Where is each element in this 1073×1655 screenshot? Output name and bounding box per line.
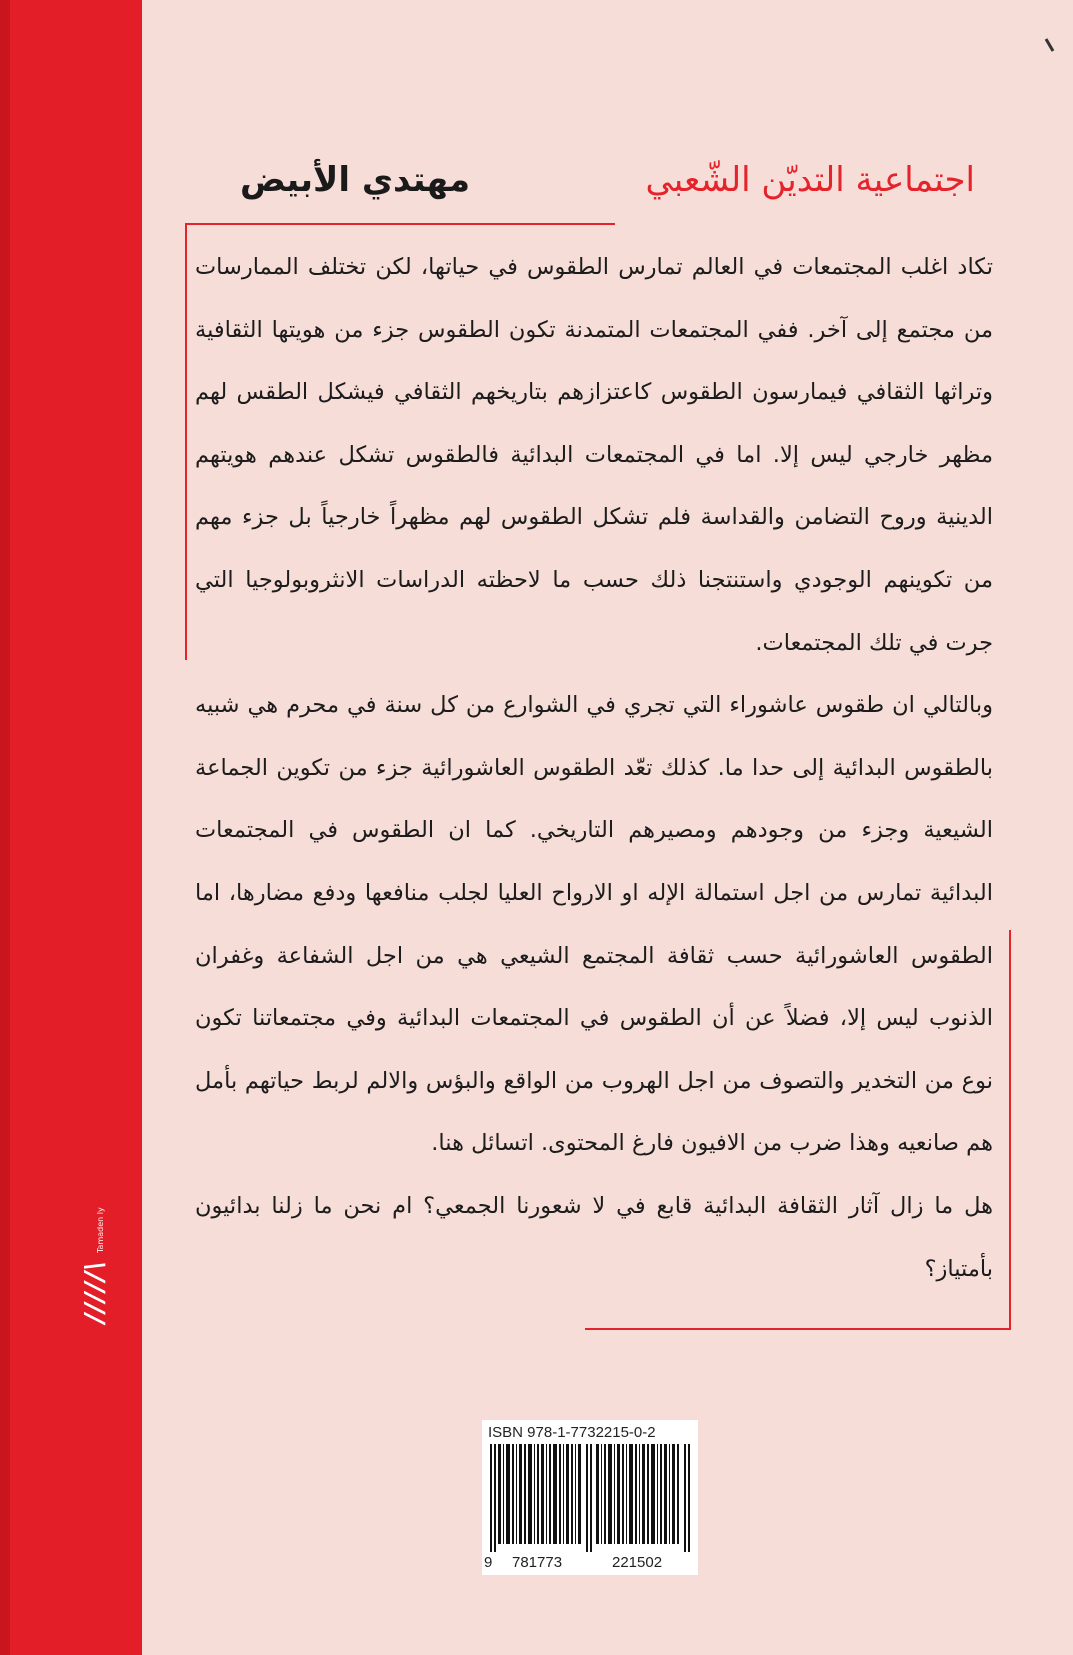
blurb-paragraph-2: وبالتالي ان طقوس عاشوراء التي تجري في الشوارع من كل سنة في محرم هي شبيه بالطقوس البدائية إلى حدا ما. كذلك تعّد الطقوس العاشورائية جزء من تكوين الجماعة الشيعية وجزء من وجودهم ومصيرهم التاريخي. كما ان الطقوس في المجتمعات البدائية تمارس من اجل استمالة الإله او الارواح العليا لجلب منافعها ودفع مضارها، اما الطقوس العاشورائية حسب ثقافة المجتمع الشيعي هي من اجل الشفاعة وغفران الذنوب ليس إلا، فضلاً عن أن الطقوس في المجتمعات البدائية وفي مجتمعاتنا تكون نوع من التخدير والتصوف من اجل الهروب من الواقع والبؤس والالم لربط حياتهم بأمل هم صانعيه وهذا ضرب من الافيون فارغ المحتوى. اتسائل هنا. <box>195 692 993 1157</box>
red-spine-strip <box>0 0 142 1655</box>
publisher-mark: /////\ <box>80 1260 110 1323</box>
isbn-label: ISBN 978-1-7732215-0-2 <box>488 1424 656 1441</box>
author-name: مهتدي الأبيض <box>239 160 470 200</box>
barcode-digits-right: 221502 <box>612 1554 663 1571</box>
publisher-logo <box>74 1195 114 1325</box>
barcode-digits <box>482 1554 698 1572</box>
spine-edge-shadow <box>0 0 10 1655</box>
frame-line-left <box>185 223 187 660</box>
frame-line-top <box>185 223 615 225</box>
frame-line-bottom <box>585 1328 1011 1330</box>
blurb-paragraph-1: تكاد اغلب المجتمعات في العالم تمارس الطقوس في حياتها، لكن تختلف الممارسات من مجتمع إلى آخر. ففي المجتمعات المتمدنة تكون الطقوس جزء من هويتها الثقافية وتراثها الثقافي فيمارسون الطقوس كاعتزازهم بتاريخهم الثقافي فيشكل الطقس لهم مظهر خارجي ليس إلا. اما في المجتمعات البدائية فالطقوس تشكل عندهم هويتهم الدينية وروح التضامن والقداسة فلم تشكل الطقوس لهم مظهراً خارجياً بل جزء مهم من تكوينهم الوجودي واستنتجنا ذلك حسب ما لاحظته الدراسات الانثروبولوجيا التي جرت في تلك المجتمعات. <box>195 254 993 656</box>
publisher-sub-label: Tamaden ly <box>96 1207 105 1253</box>
blurb-text <box>195 236 993 1300</box>
scratch-mark <box>1045 38 1055 52</box>
book-title: اجتماعية التديّن الشّعبي <box>645 160 975 200</box>
isbn-barcode <box>482 1420 698 1575</box>
barcode-digits-left: 781773 <box>512 1554 563 1571</box>
frame-line-right <box>1009 930 1011 1330</box>
barcode-digit-first: 9 <box>484 1554 493 1571</box>
blurb-paragraph-3: هل ما زال آثار الثقافة البدائية قابع في لا شعورنا الجمعي؟ ام نحن ما زلنا بدائيون بأمتياز؟ <box>195 1192 993 1282</box>
barcode-bars <box>488 1444 692 1552</box>
